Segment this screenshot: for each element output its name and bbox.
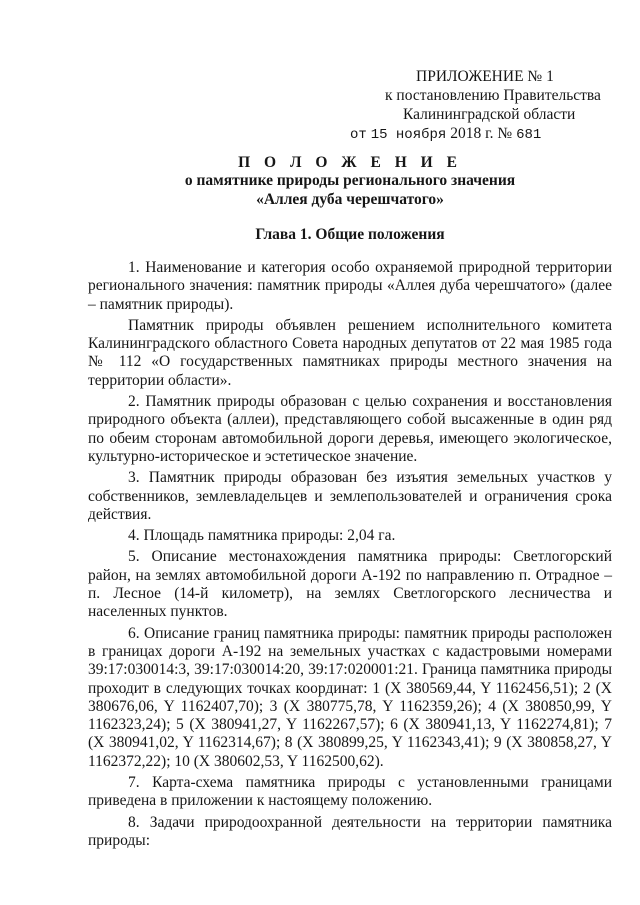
paragraph: 7. Карта-схема памятника природы с установленными границами приведена в приложении к настоящему положению. (88, 774, 612, 810)
decree-number-stamp: 681 (516, 127, 542, 143)
document-body (88, 259, 612, 853)
paragraph: Памятник природы объявлен решением исполнительного комитета Калининградского областного Совета народных депутатов от 22 мая 1985 года № 112 «О государственных памятниках природы местного значения на территории области». (88, 316, 612, 389)
date-year: 2018 г. № (450, 125, 513, 142)
paragraph: 6. Описание границ памятника природы: памятник природы расположен в границах дороги А-192 на земельных участках с кадастровыми номерами 39:17:030014:3, 39:17:030014:20, 39:17:020001:21. Граница памятника природы проходит в следующих точках координат: 1 (X 380569,44, Y 1162456,51); 2 (X 380676,06, Y 1162407,70); 3 (X 380775,78, Y 1162359,26); 4 (X 380850,99, Y 1162323,24); 5 (X 380941,27, Y 1162267,57); 6 (X 380941,13, Y 1162274,81); 7 (X 380941,02, Y 1162314,67); 8 (X 380899,25, Y 1162343,41); 9 (X 380858,27, Y 1162372,22); 10 (X 380602,53, Y 1162500,62). (88, 624, 612, 770)
decree-reference: к постановлению Правительства (385, 87, 601, 104)
paragraph: 4. Площадь памятника природы: 2,04 га. (128, 527, 396, 545)
document-title: П О Л О Ж Е Н И Е (238, 154, 462, 171)
region-name: Калининградской области (403, 106, 576, 123)
decree-date-line (348, 124, 618, 145)
paragraph: 3. Памятник природы образован без изъятия земельных участков у собственников, землевладельцев и землепользователей и ограничения срока действия. (88, 469, 612, 523)
paragraph: 2. Памятник природы образован с целью сохранения и восстановления природного объекта (аллеи), представляющего собой высаженные в один ряд по обеим сторонам автомобильной дороги деревья, имеющего экологическое, культурно-историческое и эстетическое значение. (88, 393, 612, 465)
chapter-title: Глава 1. Общие положения (255, 226, 445, 243)
document-subtitle-line1: о памятнике природы регионального значения (184, 172, 516, 189)
date-prefix: от (350, 127, 367, 143)
document-subtitle-line2: «Аллея дуба черешчатого» (256, 191, 444, 208)
paragraph: 5. Описание местонахождения памятника природы: Светлогорский район, на землях автомобильной дороги А-192 по направлению п. Отрадное – п. Лесное (14-й километр), на землях Светлогорского лесничества и населенных пунктов. (88, 548, 612, 621)
approval-block (348, 67, 618, 145)
appendix-label: ПРИЛОЖЕНИЕ № 1 (416, 68, 554, 85)
date-stamp: 15 ноября (370, 127, 447, 143)
paragraph: 8. Задачи природоохранной деятельности на территории памятника природы: (88, 813, 612, 849)
paragraph: 1. Наименование и категория особо охраняемой природной территории регионального значения: памятник природы «Аллея дуба черешчатого» (далее – памятник природы). (88, 259, 612, 313)
